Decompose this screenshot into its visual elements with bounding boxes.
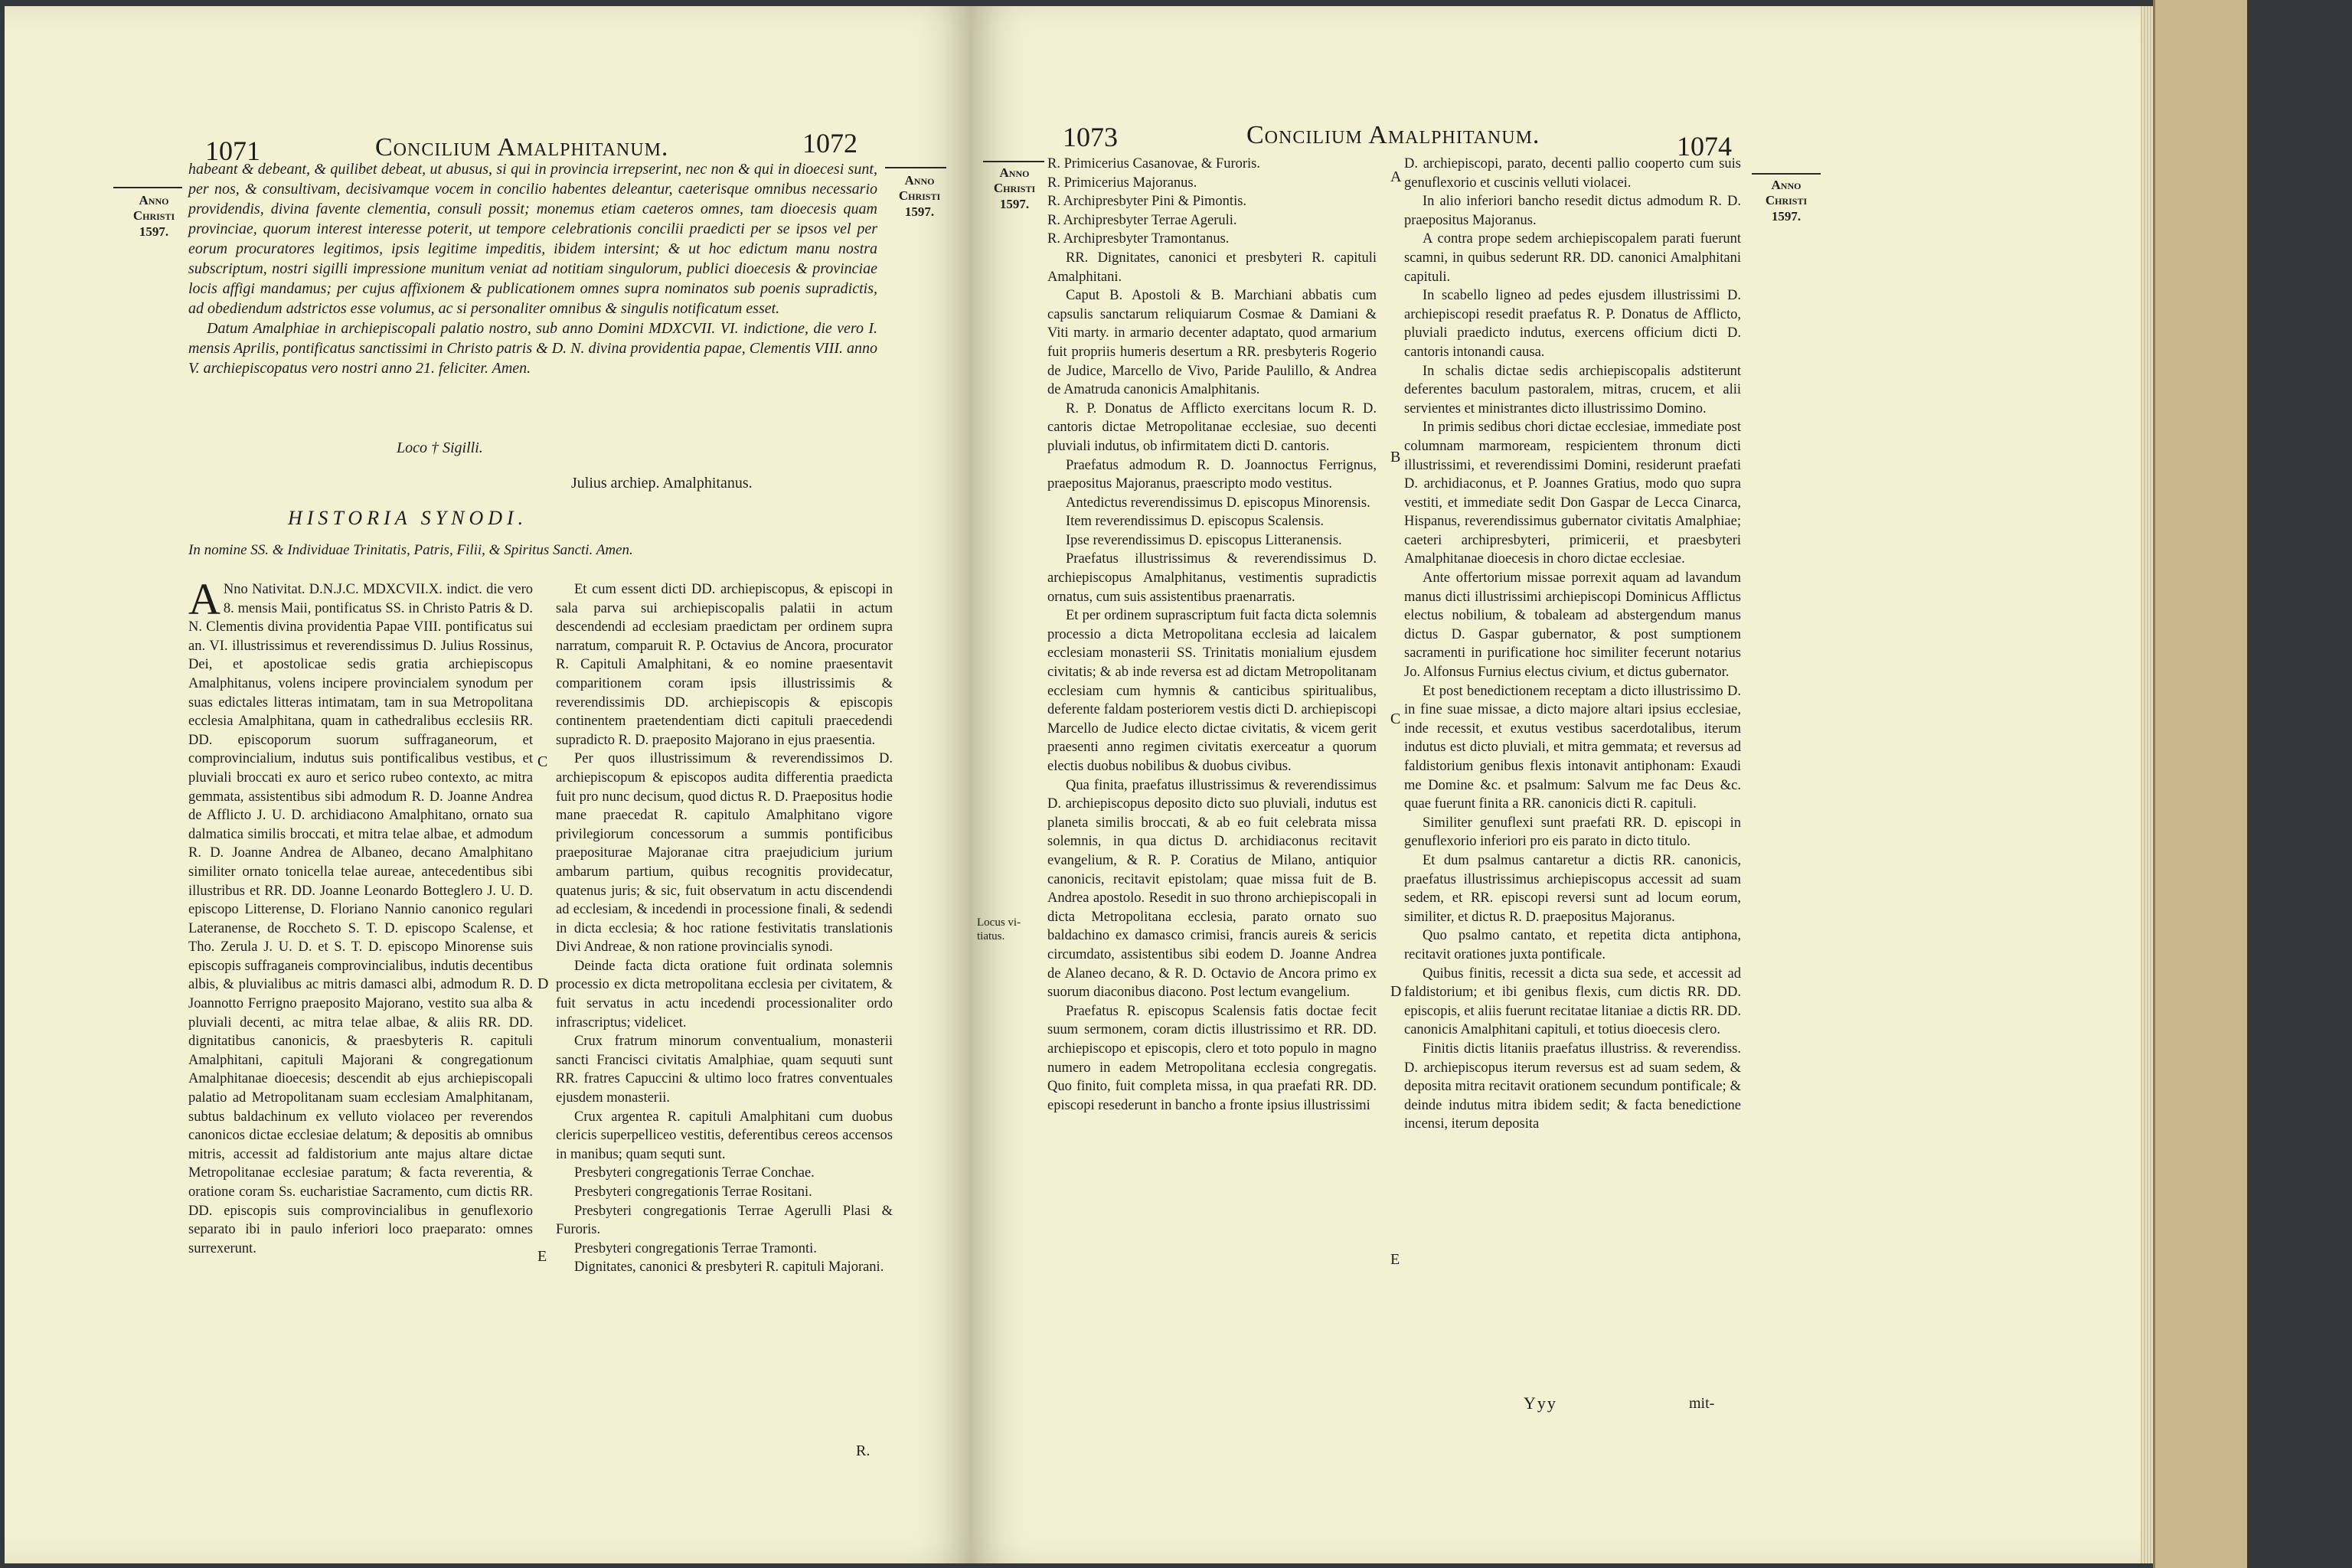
margin-rule-left xyxy=(983,161,1044,162)
list-item: R. Archipresbyter Pini & Pimontis. xyxy=(1047,194,1247,210)
paragraph: Praefatus R. episcopus Scalensis fatis doctae fecit suum sermonem, coram dictis illustrissimo et RR. DD. archiepiscopo et episcopis, clero et toto populo in magno numero in eadem Metropolitana ecclesia congregatis. Quo finito, fuit completa missa, in qua praefati RR. DD. episcopi resederunt in bancho a fronte ipsius illustrissimi xyxy=(1047,1003,1377,1113)
right-column-1 xyxy=(1047,155,1377,1115)
paragraph: Ipse reverendissimus D. episcopus Litteranensis. xyxy=(1066,532,1342,548)
edict-text: habeant & debeant, & quilibet debeat, ut abusus, si qui in provincia irrepserint, nec non & qui in dioecesi sunt, per nos, & consultivam, decisivamque vocem in concilio habentes deleantur, caeterisque omnibus necessario providendis, divina favente clementia, consuli possit; monemus etiam caeteros omnes, tam dioecesis quam provinciae, quorum interest interesse poterit, ut tempore celebrationis concilii praedicti per se ipsos vel per eorum procuratores legitimos, ipsis legitime impeditis, ibidem intersint; & ut hoc edictum manu nostra subscriptum, nostri sigilli impressione munitum veniat ad notitiam singulorum, publici dioecesis & provinciae locis affigi mandamus; per cujus affixionem & publicationem omnes supra nominatos sub poenis supradictis, ad obediendum adstrictos esse volumus, ac si personaliter omnibus & singulis notificatum esset. xyxy=(188,161,877,317)
side-letter: C xyxy=(1390,710,1401,727)
paragraph: Praefatus illustrissimus & reverendissimus D. archiepiscopus Amalphitanus, vestimentis supradictis ornatus, cum suis assistentibus praenarratis. xyxy=(1047,551,1377,605)
paragraph: Crux fratrum minorum conventualium, monasterii sancti Francisci civitatis Amalphiae, quam sequuti sunt RR. fratres Capuccini & ultimo loco fratres conventuales ejusdem monasterii. xyxy=(556,1034,893,1106)
paragraph: In alio inferiori bancho resedit dictus admodum R. D. praepositus Majoranus. xyxy=(1404,194,1741,228)
side-letter: E xyxy=(1390,1251,1400,1268)
running-title: Concilium Amalphitanum. xyxy=(375,133,669,162)
catchword: R. xyxy=(856,1442,871,1459)
paragraph: Item reverendissimus D. episcopus Scalensis. xyxy=(1066,514,1325,530)
side-letter: E xyxy=(537,1248,547,1265)
margin-rule-right xyxy=(885,167,946,168)
year-note-year: 1597. xyxy=(139,224,169,239)
column-number-right: 1074 xyxy=(1677,131,1732,162)
edict-block xyxy=(188,159,877,378)
year-note-christi: Christi xyxy=(898,188,941,204)
signature-mark: Yyy xyxy=(1524,1393,1557,1413)
list-item: Dignitates, canonici & presbyteri R. capituli Majorani. xyxy=(574,1259,884,1276)
left-column-2 xyxy=(556,580,893,1277)
list-item: R. Archipresbyter Terrae Ageruli. xyxy=(1047,212,1237,228)
year-note-year: 1597. xyxy=(1771,208,1802,224)
list-item: Presbyteri congregationis Terrae Conchae. xyxy=(574,1165,815,1181)
paragraph: Finitis dictis litaniis praefatus illustriss. & reverendiss. D. archiepiscopus iterum reversus est ad suam sedem, & deposita mitra recitavit orationem secundum pontificale; & deinde indutus mitra ibidem sedit; & facta benedictione incensi, iterum deposita xyxy=(1404,1040,1741,1132)
year-note-christi: Christi xyxy=(1765,193,1808,208)
year-note-left xyxy=(980,165,1049,212)
paragraph: A contra prope sedem archiepiscopalem parati fuerunt scamni, in quibus sederunt RR. DD. canonici Amalphitani capituli. xyxy=(1404,231,1741,285)
section-heading: HISTORIA SYNODI. xyxy=(288,507,528,529)
paragraph: Et per ordinem suprascriptum fuit facta dicta solemnis processio a dicta Metropolitana ecclesia ad laicalem ecclesiam monasterii SS. Trinitatis monialium ejusdem civitatis; & ab inde reversa est ad dictam Metropolitanam ecclesiam cum hymnis & canticibus spiritualibus, deferente faldam posteriorem vestis dicti D. archiepiscopi Marcello de Judice electo dictae civitatis, & vicem gerit praesenti anno regimen civitatis exerceatur a quorum electis duobus nobilibus & duobus civibus. xyxy=(1047,608,1377,774)
left-page xyxy=(5,6,971,1563)
paragraph: Quibus finitis, recessit a dicta sua sede, et accessit ad faldistorium; et ibi genibus flexis, cum dictis RR. DD. episcopis, et aliis fuerunt recitatae litaniae a dictis RR. DD. canonicis Amalphitani capituli, et totius dioecesis clero. xyxy=(1404,965,1741,1038)
paragraph: Qua finita, praefatus illustrissimus & reverendissimus D. archiepiscopus deposito dicto suo pluviali, indutus est planeta similis broccati, & ab eo fuit celebrata missa solemnis, in qua dictus D. archidiaconus recitavit evangelium, & R. P. Coratius de Milano, antiquior canonicis, recitavit epistolam; quae missa fuit de B. Andrea apostolo. Resedit in suo throno archiepiscopali in dicta Metropolitana ecclesia, parato ornato suo baldachino ex damasco crimisi, francis aureis & sericis circumdato, assistentibus sibi eodem D. Joanne Andrea de Alaneo decano, & R. D. Octavio de Ancora primo ex suorum diaconibus diacono. Post lectum evangelium. xyxy=(1047,777,1377,1001)
paragraph: D. archiepiscopi, parato, decenti pallio cooperto cum suis genuflexorio et cuscinis velluti violacei. xyxy=(1404,156,1741,191)
paragraph: In scabello ligneo ad pedes ejusdem illustrissimi D. archiepiscopi resedit praefatus R. P. Donatus de Afflicto, pluviali praedicto indutus, exercens officium dicti D. cantoris intonandi causa. xyxy=(1404,288,1741,360)
column-number-left: 1071 xyxy=(205,136,260,166)
archbishop-signature: Julius archiep. Amalphitanus. xyxy=(571,475,753,492)
paragraph: Praefatus admodum R. D. Joannoctus Ferrignus, praepositus Majoranus, praescripto modo vestitus. xyxy=(1047,457,1377,492)
side-letter: B xyxy=(1390,449,1401,466)
invocation: In nomine SS. & Individuae Trinitatis, Patris, Filii, & Spiritus Sancti. Amen. xyxy=(188,542,633,558)
side-letter: A xyxy=(1390,168,1402,185)
paragraph: In schalis dictae sedis archiepiscopalis adstiterunt deferentes baculum pastoralem, mitras, crucem, et alii servientes et ministrantes dicto illustrissimo Domino. xyxy=(1404,363,1741,416)
column-number-right: 1072 xyxy=(802,128,858,158)
list-item: R. Archipresbyter Tramontanus. xyxy=(1047,231,1230,247)
list-item: R. Primicerius Majoranus. xyxy=(1047,175,1197,191)
catchword: mit- xyxy=(1689,1395,1715,1412)
paragraph: R. P. Donatus de Afflicto exercitans locum R. D. cantoris dictae Metropolitanae ecclesiae, suo decenti pluviali indutus, ob infirmitatem dicti D. cantoris. xyxy=(1047,400,1377,454)
drop-cap: A xyxy=(188,574,220,624)
paragraph: Per quos illustrissimum & reverendissimos D. archiepiscopum & episcopos audita differentia praedicta fuit pro nunc decisum, quod dictus R. D. Praepositus hodie mane praecedat R. capitulo Amalphitano vigore privilegiorum concessorum a summis pontificibus praepositurae Majoranae citra praejudicium jurium ambarum partium, quibus recognitis providecatur, quatenus juris; & sic, fuit observatum in actu discendendi ad ecclesiam, & incedendi in processione finali, & sedendi in dicta ecclesia; & hoc ratione festivitatis translationis Divi Andreae, & non ratione provincialis synodi. xyxy=(556,751,893,956)
right-column-2 xyxy=(1404,155,1741,1134)
paragraph: Ante offertorium missae porrexit aquam ad lavandum manus dicti illustrissimi archiepiscopi Dominicus Afflictus electus nobilium, & tobaleam ad abstergendum manus dictus D. Gaspar gubernator, & post sumptionem sacramenti in purificatione hoc similiter fecerunt notarius Jo. Alfonsus Furnius electus civium, et dictus gubernator. xyxy=(1404,570,1741,681)
year-note-left xyxy=(119,193,188,240)
year-note-year: 1597. xyxy=(904,204,935,219)
paragraph: RR. Dignitates, canonici et presbyteri R. capituli Amalphitani. xyxy=(1047,250,1377,285)
paragraph: Antedictus reverendissimus D. episcopus Minorensis. xyxy=(1066,495,1370,511)
paragraph: Et cum essent dicti DD. archiepiscopus, & episcopi in sala parva sui archiepiscopalis palatii in actum descendendi ad ecclesiam praedictam per ordinem supra narratum, comparuit R. P. Octavius de Ancora, procurator R. Capituli Amalphitani, & eo nomine praesentavit comparitionem coram ipsis illustrissimis & reverendissimis DD. archiepiscopis & episcopis continentem praetendentiam dicti capituli praecedendi supradicto R. D. praeposito Majorano in ejus praesentia. xyxy=(556,582,893,748)
paragraph: Nno Nativitat. D.N.J.C. MDXCVII.X. indict. die vero 8. mensis Maii, pontificatus SS. in Christo Patris & D. N. Clementis divina providentia Papae VIII. pontificatus sui an. VI. illustrissimus et reverendissimus D. Julius Rossinus, Dei, et apostolicae sedis gratia archiepiscopus Amalphitanus, volens incipere provincialem synodum per suas edictales litteras intimatam, tam in sua Metropolitana ecclesia Amalphitana, quam in cathedralibus ecclesiis RR. DD. episcoporum suorum suffraganeorum, et comprovincialium, indutus suis pontificalibus vestibus, et pluviali broccati ex auro et serico rubeo contexto, ac mitra gemmata, assistentibus sibi admodum R. D. Joanne Andrea de Afflicto J. U. D. archidiacono Amalphitano, ornato sua dalmatica similis broccati, et mitra telae albae, et admodum R. D. Joanne Andrea de Albaneo, decano Amalphitano similiter ornato tonicella telae aureae, antecedentibus sibi illustribus et RR. DD. Joanne Leonardo Botteglero J. U. D. episcopo Litterense, D. Floriano Nannio canonico regulari Lateranense, de Roccheto S. T. D. episcopo Scalense, et Tho. Zerula J. U. D. et S. T. D. episcopo Minorense suis episcopis suffraganeis comprovincialibus, indutis decentibus albis, & pluvialibus ac mitris damasci albi, admodum R. D. Joannotto Ferrigno praeposito Majorano, vestito sua alba & pluviali decenti, ac mitra telae albae, & aliis RR. DD. dignitatibus canonicis, & praesbyteris R. capituli Amalphitani, capituli Majorani & congregationum Amalphitanae dioecesis; descendit ab ejus archiepiscopali palatio ad Metropolitanam suam ecclesiam Amalphitanam, subtus baldachinum ex velluto violaceo per reverendos canonicos dictae ecclesiae delatum; & depositis ab omnibus mitris, accessit ad faldistorium ante majus altare dictae Metropolitanae ecclesiae paratum; & facta reverentia, & oratione coram Ss. eucharistiae Sacramento, cum dictis RR. DD. episcopis suis comprovincialibus in genuflexorio separato ibi in paulo inferiori loco praeparato: omnes surrexerunt. xyxy=(188,582,533,1256)
edict-datum: Datum Amalphiae in archiepiscopali palatio nostro, sub anno Domini MDXCVII. VI. indictione, die vero I. mensis Aprilis, pontificatus sanctissimi in Christo patris & D. N. divina providentia papae, Clementis VIII. anno V. archiepiscopatus vero nostri anno 21. feliciter. Amen. xyxy=(188,320,877,377)
year-note-christi: Christi xyxy=(132,208,175,224)
margin-rule-left xyxy=(113,187,182,188)
side-letter: C xyxy=(537,753,548,770)
page-edges xyxy=(2141,6,2153,1563)
year-note-anno: Anno xyxy=(139,193,169,207)
year-note-anno: Anno xyxy=(999,165,1030,180)
paragraph: Quo psalmo cantato, et repetita dicta antiphona, recitavit orationes juxta pontificale. xyxy=(1404,928,1741,962)
year-note-year: 1597. xyxy=(999,196,1030,211)
list-item: Presbyteri congregationis Terrae Agerulli Plasi & Furoris. xyxy=(556,1203,893,1238)
year-note-right xyxy=(1752,178,1821,224)
margin-note-line: tiatus. xyxy=(977,930,1005,942)
paragraph: Similiter genuflexi sunt praefati RR. D. episcopi in genuflexorio inferiori pro eis parato in dicto titulo. xyxy=(1404,815,1741,850)
list-item: R. Primicerius Casanovae, & Furoris. xyxy=(1047,156,1260,172)
paragraph: In primis sedibus chori dictae ecclesiae, immediate post columnam marmoream, respicientem thronum dicti illustrissimi, et reverendissimi Domini, residerunt praefati D. archidiaconus, et P. Joannes Gratius, modo quo supra vestiti, et immediate sedit Don Gaspar de Lecca Cinarca, Hispanus, reverendissimus gubernator civitatis Amalphiae; caeteri archipresbyteri, primicerii, et praesbyteri Amalphitanae dioecesis in choro dictae ecclesiae. xyxy=(1404,420,1741,567)
right-page xyxy=(971,6,2141,1563)
paragraph: Et post benedictionem receptam a dicto illustrissimo D. in fine suae missae, a dicto majore altari ipsius ecclesiae, inde recessit, et exutus vestibus sacerdotalibus, iterum indutus est dicto pluviali, et mitra gemmata; et reversus ad faldistorium genibus flexis intonavit antiphonam: Exaudi me Domine &c. et psalmum: Salvum me fac Deus &c. quae fuerunt finita a RR. canonicis dicti R. capituli. xyxy=(1404,683,1741,812)
running-title: Concilium Amalphitanum. xyxy=(1246,121,1540,149)
paragraph: Deinde facta dicta oratione fuit ordinata solemnis processio ex dicta metropolitana ecclesia per civitatem, & fuit servatus in actu incedendi processionaliter ordo infrascriptus; videlicet. xyxy=(556,958,893,1031)
margin-rule-right xyxy=(1752,173,1821,175)
seal-note: Loco † Sigilli. xyxy=(397,439,483,456)
book-cover xyxy=(2153,0,2247,1568)
left-column-1 xyxy=(188,574,533,1258)
year-note-anno: Anno xyxy=(904,173,935,188)
year-note-right xyxy=(885,173,954,220)
year-note-anno: Anno xyxy=(1771,178,1802,192)
margin-note-line: Locus vi- xyxy=(977,916,1021,929)
side-letter: D xyxy=(537,975,549,992)
paragraph: Caput B. Apostoli & B. Marchiani abbatis cum capsulis sanctarum reliquiarum Cosmae & Damiani & Viti marty. in armario decenter adaptato, quod armarium fuit propriis humeris desertum a RR. presbyteris Rogerio de Judice, Marcello de Vivo, Paride Paulillo, & Andrea de Amatruda canonicis Amalphitanis. xyxy=(1047,288,1377,398)
year-note-christi: Christi xyxy=(993,181,1036,196)
list-item: Presbyteri congregationis Terrae Rositani. xyxy=(574,1184,812,1200)
paragraph: Et dum psalmus cantaretur a dictis RR. canonicis, praefatus illustrissimus archiepiscopus accessit ad suam sedem, et RR. episcopi reversi sunt ad locum eorum, similiter, et dictus R. D. praepositus Majoranus. xyxy=(1404,852,1741,925)
column-number-left: 1073 xyxy=(1063,122,1118,152)
paragraph: Crux argentea R. capituli Amalphitani cum duobus clericis superpelliceo vestitis, deferentibus cereos accensos in manibus; quam sequti sunt. xyxy=(556,1109,893,1162)
margin-note-locus xyxy=(977,916,1021,943)
side-letter: D xyxy=(1390,983,1402,1000)
list-item: Presbyteri congregationis Terrae Tramonti. xyxy=(574,1240,817,1256)
